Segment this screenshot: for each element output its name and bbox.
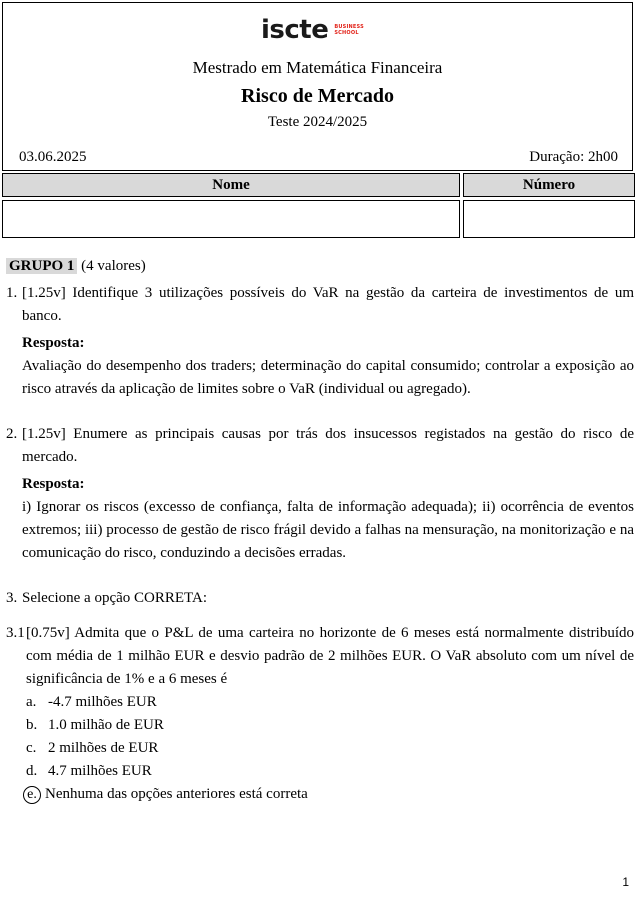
logo-wordmark: iscte xyxy=(261,15,329,45)
group-title: GRUPO 1 xyxy=(6,258,77,274)
answer-options xyxy=(6,691,634,806)
selected-option-circle: e. xyxy=(23,786,41,804)
question-number: 3.1 xyxy=(6,625,25,641)
name-header: Nome xyxy=(2,173,460,197)
option-letter: a. xyxy=(26,694,37,710)
answer-label: Resposta: xyxy=(22,335,85,351)
exam-date: 03.06.2025 xyxy=(19,149,87,165)
number-field[interactable] xyxy=(463,200,635,238)
number-header: Número xyxy=(463,173,635,197)
option-letter: c. xyxy=(26,740,37,756)
group-points: (4 valores) xyxy=(81,258,146,274)
option-d[interactable] xyxy=(26,760,634,783)
option-text: 1.0 milhão de EUR xyxy=(48,717,164,733)
option-b[interactable] xyxy=(26,714,634,737)
option-text: -4.7 milhões EUR xyxy=(48,694,157,710)
question-3-1 xyxy=(6,622,634,691)
answer-text: i) Ignorar os riscos (excesso de confiança, falta de informação adequada); ii) ocorrência de eventos extremos; iii) processo de gestão de risco frágil devido a falhas na mensuração, na monitorização e na comunicação do risco, conduzindo a decisões erradas. xyxy=(22,499,634,561)
exam-duration: Duração: 2h00 xyxy=(529,149,618,165)
question-text: Selecione a opção CORRETA: xyxy=(22,590,208,606)
name-field[interactable] xyxy=(2,200,460,238)
test-title: Teste 2024/2025 xyxy=(267,114,368,130)
course-title: Risco de Mercado xyxy=(241,85,394,107)
question-1 xyxy=(6,282,634,328)
question-text: [0.75v] Admita que o P&L de uma carteira no horizonte de 6 meses está normalmente distribuído com média de 1 milhão EUR e desvio padrão de 2 milhões EUR. O VaR absoluto com um nível de significância de 1% e a 6 meses é xyxy=(26,625,634,687)
option-c[interactable] xyxy=(26,737,634,760)
answer-1 xyxy=(22,332,634,401)
answer-2 xyxy=(22,473,634,565)
question-number: 3. xyxy=(6,590,18,606)
answer-label: Resposta: xyxy=(22,476,85,492)
exam-content xyxy=(6,255,634,806)
option-letter: d. xyxy=(26,763,38,779)
question-number: 1. xyxy=(6,285,18,301)
question-number: 2. xyxy=(6,426,18,442)
answer-text: Avaliação do desempenho dos traders; determinação do capital consumido; controlar a exposição ao risco através da aplicação de limites sobre o VaR (individual ou agregado). xyxy=(22,358,634,397)
question-2 xyxy=(6,423,634,469)
option-text: 4.7 milhões EUR xyxy=(48,763,152,779)
program-title: Mestrado em Matemática Financeira xyxy=(192,58,443,77)
iscte-logo xyxy=(261,17,364,43)
group-heading xyxy=(6,255,634,278)
option-a[interactable] xyxy=(26,691,634,714)
option-text: 2 milhões de EUR xyxy=(48,740,159,756)
student-info-table xyxy=(2,173,635,240)
question-text: [1.25v] Identifique 3 utilizações possíveis do VaR na gestão da carteira de investimentos de um banco. xyxy=(22,285,634,324)
option-letter: b. xyxy=(26,717,38,733)
page-number: 1 xyxy=(622,875,629,889)
question-text: [1.25v] Enumere as principais causas por trás dos insucessos registados na gestão do risco de mercado. xyxy=(22,426,634,465)
option-text: Nenhuma das opções anteriores está correta xyxy=(45,786,308,802)
logo-subtitle: BUSINESS SCHOOL xyxy=(334,24,364,36)
option-e-selected[interactable] xyxy=(26,783,634,806)
exam-header xyxy=(2,2,633,171)
question-3 xyxy=(6,587,634,610)
